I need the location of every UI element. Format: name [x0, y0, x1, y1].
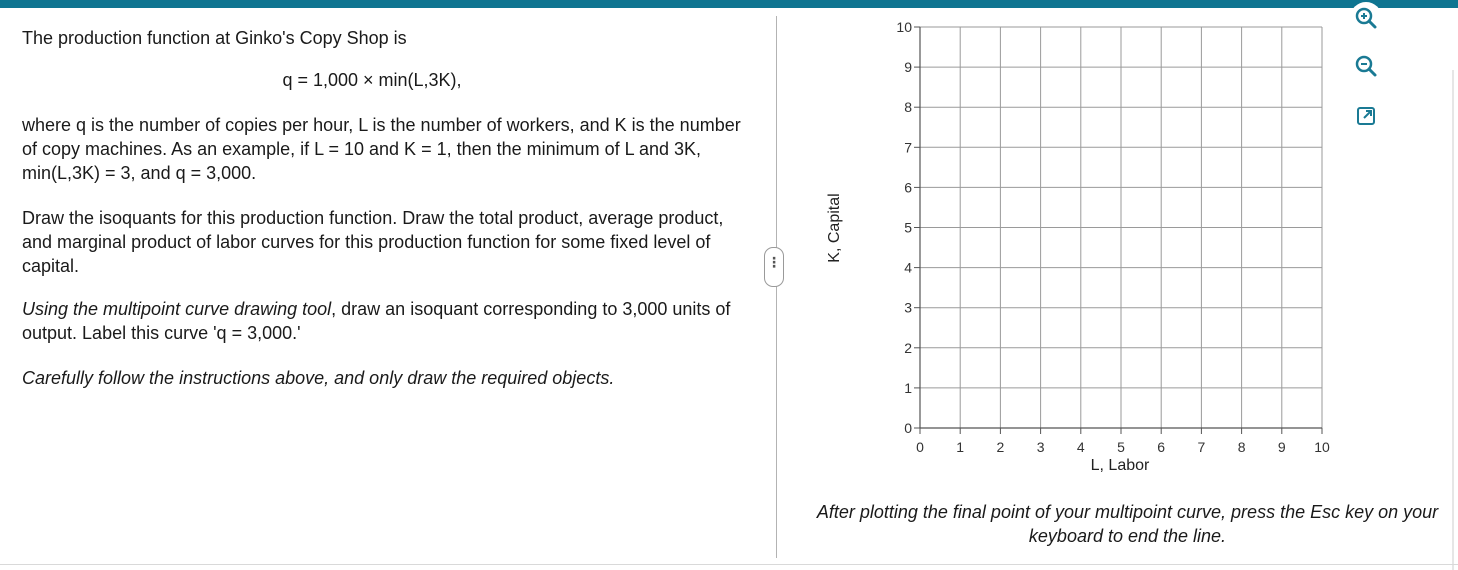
y-tick-label: 2 [904, 339, 912, 356]
x-tick-label: 1 [956, 439, 965, 455]
graph-area[interactable] [820, 10, 1350, 480]
x-axis-label: L, Labor [1090, 457, 1150, 474]
x-tick-label: 3 [1036, 439, 1045, 455]
drawing-instruction [22, 297, 742, 345]
x-tick-label: 7 [1197, 439, 1206, 455]
x-tick-label: 6 [1157, 439, 1166, 455]
zoom-out-icon [1353, 53, 1379, 79]
x-tick-label: 0 [916, 439, 924, 455]
pane-resize-handle[interactable]: ⋮ [764, 247, 784, 287]
y-tick-label: 8 [904, 99, 912, 116]
y-tick-label: 10 [896, 19, 912, 35]
x-tick-label: 5 [1117, 439, 1125, 455]
y-tick-label: 1 [904, 379, 912, 396]
problem-explanation: where q is the number of copies per hour, L is the number of workers, and K is the number of copy machines. As an example, if L = 10 and K = 1, then the minimum of L and 3K, min(L,3K) = 3, and q = 3,000. [22, 115, 741, 183]
zoom-in-icon [1353, 5, 1379, 31]
y-axis-label: K, Capital [826, 193, 843, 263]
careful-note: Carefully follow the instructions above, and only draw the required objects. [22, 368, 615, 388]
problem-intro: The production function at Ginko's Copy Shop is [22, 28, 407, 48]
y-tick-label: 7 [904, 139, 912, 156]
scrollbar-track[interactable] [1452, 70, 1454, 570]
instruction-tool-name: Using the multipoint curve drawing tool [22, 299, 332, 319]
expand-icon [1355, 105, 1377, 127]
y-tick-label: 9 [904, 59, 912, 76]
x-tick-label: 9 [1277, 439, 1286, 455]
graph-canvas[interactable] [820, 10, 1350, 480]
y-tick-label: 0 [904, 420, 912, 436]
y-tick-label: 4 [904, 259, 912, 276]
bottom-border [0, 564, 1458, 565]
zoom-in-button[interactable] [1350, 2, 1382, 34]
esc-key-note: After plotting the final point of your multipoint curve, press the Esc key on your keyboard to end the line. [816, 502, 1439, 546]
x-tick-label: 4 [1076, 439, 1085, 455]
y-tick-label: 5 [904, 219, 912, 236]
x-tick-label: 10 [1314, 439, 1330, 455]
x-tick-label: 8 [1237, 439, 1246, 455]
problem-task: Draw the isoquants for this production function. Draw the total product, average product, and marginal product of labor curves for this production function for some fixed level of capital. [22, 208, 724, 276]
y-tick-label: 3 [904, 299, 912, 316]
instruction-text: , draw an isoquant corresponding to 3,000 units of output. Label this curve 'q = 3,000.' [22, 299, 731, 343]
production-function-formula: q = 1,000 × min(L,3K), [282, 70, 462, 90]
x-tick-label: 2 [996, 439, 1005, 455]
pane-divider [776, 16, 777, 558]
zoom-out-button[interactable] [1350, 50, 1382, 82]
top-accent-bar [0, 0, 1458, 8]
y-tick-label: 6 [904, 179, 912, 196]
expand-button[interactable] [1350, 100, 1382, 132]
